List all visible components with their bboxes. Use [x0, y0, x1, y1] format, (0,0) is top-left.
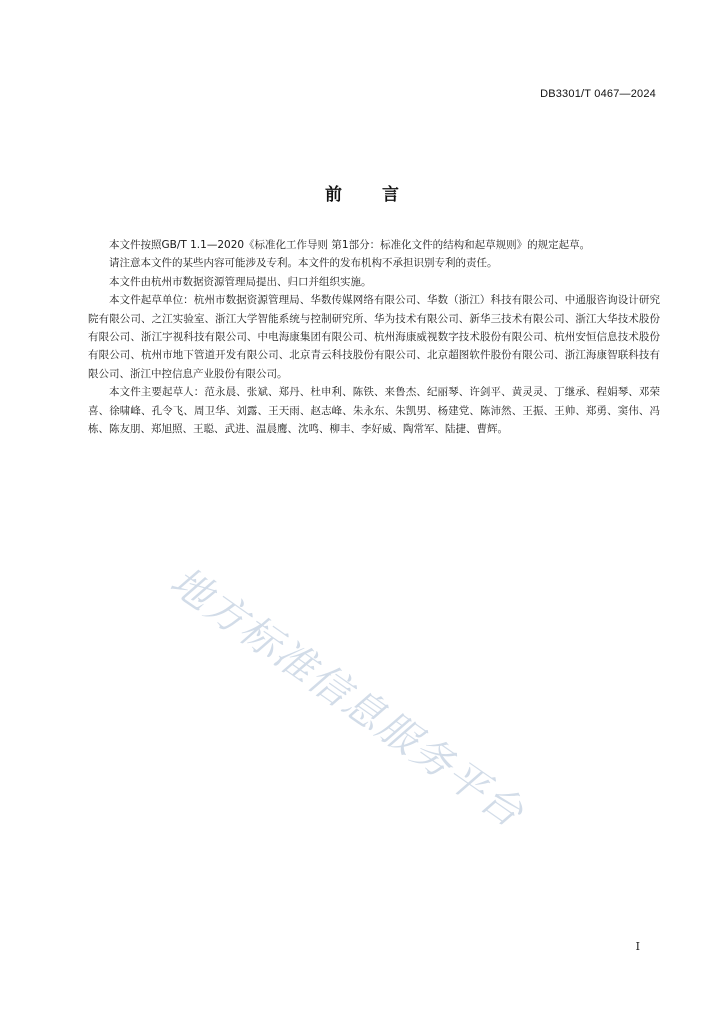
paragraph-proposer: 本文件由杭州市数据资源管理局提出、归口并组织实施。: [109, 275, 372, 288]
page-number: I: [635, 940, 640, 953]
page-title-char-2: 言: [382, 185, 399, 205]
page-title: [0, 180, 724, 205]
paragraph-drafting-units: 本文件起草单位：杭州市数据资源管理局、华数传媒网络有限公司、华数（浙江）科技有限公司、中通服咨询设计研究院有限公司、之江实验室、浙江大学智能系统与控制研究所、华为技术有限公司、新华三技术有限公司、浙江大华技术股份有限公司、浙江宇视科技有限公司、中电海康集团有限公司、杭州海康威视数字技术股份有限公司、杭州安恒信息技术股份有限公司、杭州市地下管道开发有限公司、北京青云科技股份有限公司、北京超图软件股份有限公司、浙江海康智联科技有限公司、浙江中控信息产业股份有限公司。: [88, 294, 660, 380]
foreword-body: [88, 236, 660, 438]
paragraph-drafters: 本文件主要起草人：范永晨、张斌、郑丹、杜申利、陈铁、来鲁杰、纪丽琴、许剑平、黄灵灵、丁继承、程娟琴、邓荣喜、徐啸峰、孔令飞、周卫华、刘露、王天雨、赵志峰、朱永东、朱凯男、杨建党、陈沛然、王振、王帅、郑勇、窦伟、冯栋、陈友朋、郑旭照、王聪、武进、温晨鹰、沈鸣、柳丰、李好威、陶常军、陆捷、曹辉。: [88, 386, 660, 436]
document-code: DB3301/T 0467—2024: [540, 88, 656, 100]
page-title-char-1: 前: [325, 185, 342, 205]
watermark: 地方标准信息服务平台: [161, 558, 533, 837]
paragraph-drafting-rules: 本文件按照GB/T 1.1—2020《标准化工作导则 第1部分：标准化文件的结构和起草规则》的规定起草。: [109, 239, 591, 251]
paragraph-patent-notice: 请注意本文件的某些内容可能涉及专利。本文件的发布机构不承担识别专利的责任。: [109, 257, 498, 270]
